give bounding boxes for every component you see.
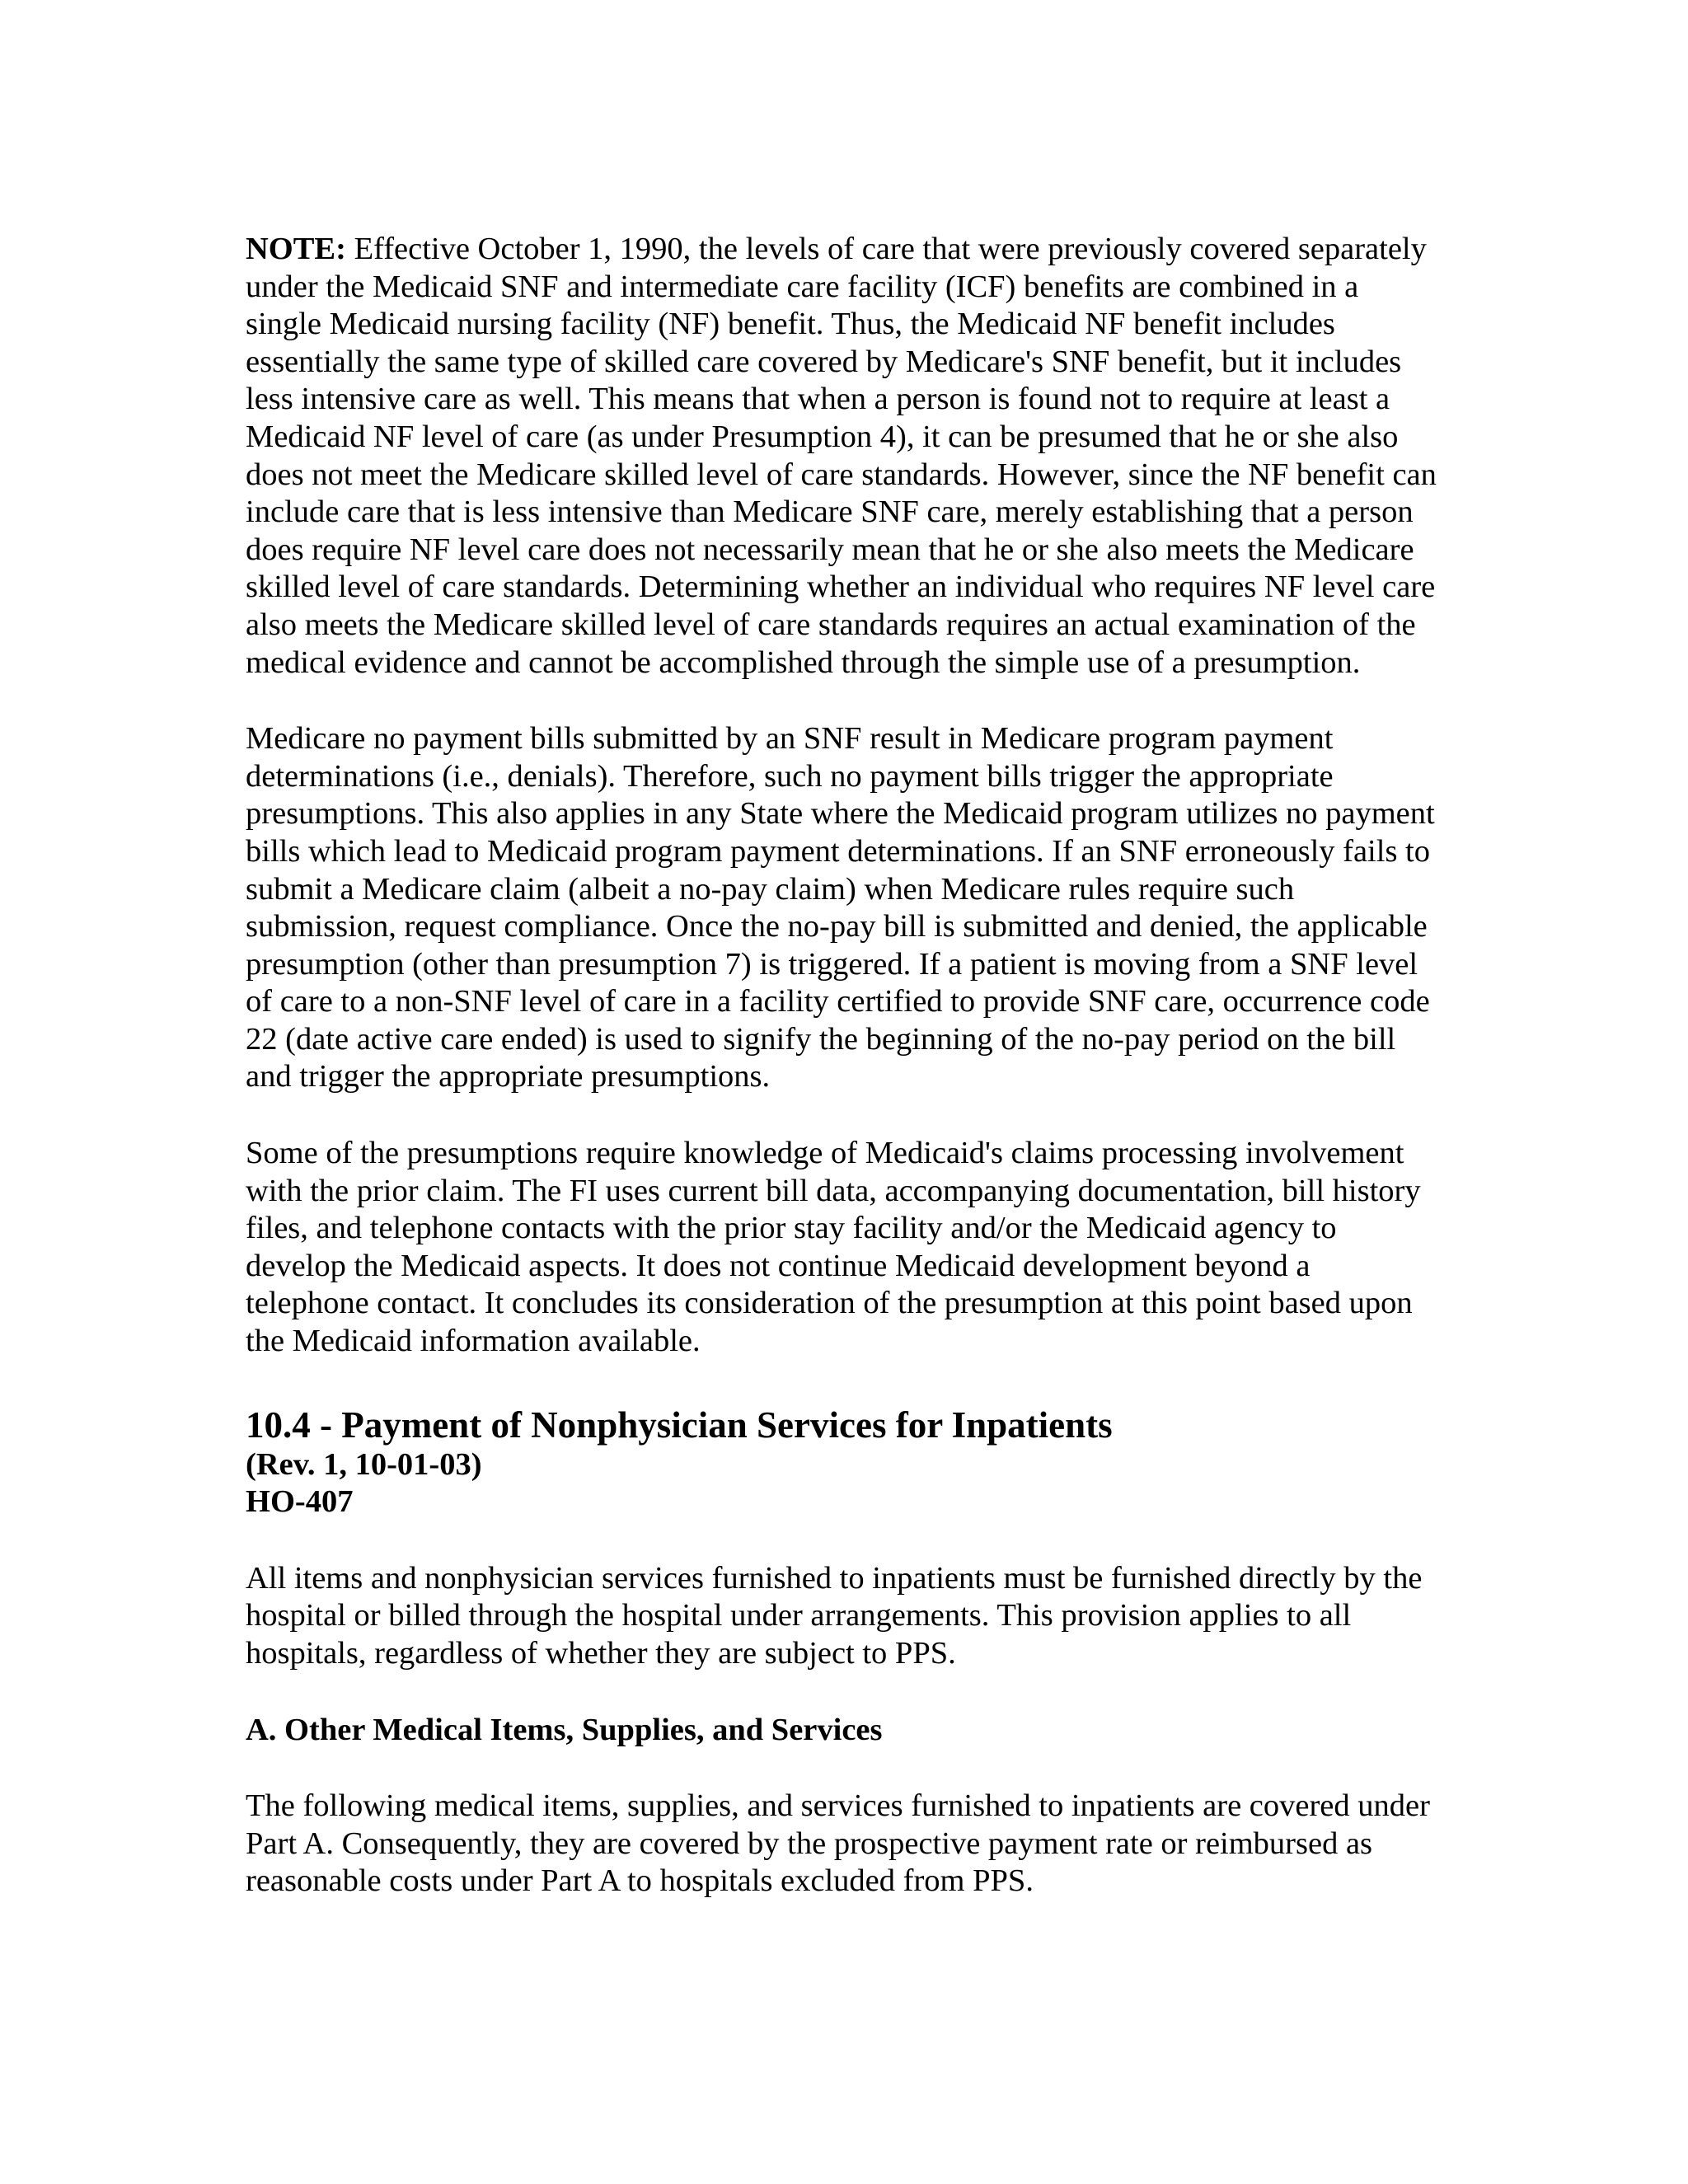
subsection-a-heading: A. Other Medical Items, Supplies, and Services	[246, 1712, 883, 1747]
note-label: NOTE:	[246, 232, 346, 266]
page-content	[246, 231, 1441, 1900]
section-title: 10.4 - Payment of Nonphysician Services for Inpatients	[246, 1404, 1113, 1446]
subsection-a-paragraph: The following medical items, supplies, and services furnished to inpatients are covered under Part A. Consequently, they are covered by the prospective payment rate or reimbursed as reasonable costs under Part A to hospitals excluded from PPS.	[246, 1788, 1430, 1899]
note-text: Effective October 1, 1990, the levels of care that were previously covered separately under the Medicaid SNF and intermediate care facility (ICF) benefits are combined in a single Medicaid nursing facility (NF) benefit. Thus, the Medicaid NF benefit includes essentially the same type of skilled care covered by Medicare's SNF benefit, but it includes less intensive care as well. This means that when a person is found not to require at least a Medicaid NF level of care (as under Presumption 4), it can be presumed that he or she also does not meet the Medicare skilled level of care standards. However, since the NF benefit can include care that is less intensive than Medicare SNF care, merely establishing that a person does require NF level care does not necessarily mean that he or she also meets the Medicare skilled level of care standards. Determining whether an individual who requires NF level care also meets the Medicare skilled level of care standards requires an actual examination of the medical evidence and cannot be accomplished through the simple use of a presumption.	[246, 232, 1437, 680]
note-paragraph	[246, 231, 1441, 682]
section-revision: (Rev. 1, 10-01-03)	[246, 1446, 482, 1482]
section-intro-paragraph: All items and nonphysician services furnished to inpatients must be furnished directly by the hospital or billed through the hospital under arrangements. This provision applies to all hospitals, regardless of whether they are subject to PPS.	[246, 1560, 1423, 1671]
medicaid-claims-paragraph: Some of the presumptions require knowledge of Medicaid's claims processing involvement with the prior claim. The FI uses current bill data, accompanying documentation, bill history files, and telephone contacts with the prior stay facility and/or the Medicaid agency to develop the Medicaid aspects. It does not continue Medicaid development beyond a telephone contact. It concludes its consideration of the presumption at this point based upon the Medicaid information available.	[246, 1136, 1421, 1359]
section-reference: HO-407	[246, 1484, 354, 1520]
no-payment-bills-paragraph: Medicare no payment bills submitted by an SNF result in Medicare program payment determinations (i.e., denials). Therefore, such no payment bills trigger the appropriate presumptions. This also applies in any State where the Medicaid program utilizes no payment bills which lead to Medicaid program payment determinations. If an SNF erroneously fails to submit a Medicare claim (albeit a no-pay claim) when Medicare rules require such submission, request compliance. Once the no-pay bill is submitted and denied, the applicable presumption (other than presumption 7) is triggered. If a patient is moving from a SNF level of care to a non-SNF level of care in a facility certified to provide SNF care, occurrence code 22 (date active care ended) is used to signify the beginning of the no-pay period on the bill and trigger the appropriate presumptions.	[246, 721, 1435, 1094]
